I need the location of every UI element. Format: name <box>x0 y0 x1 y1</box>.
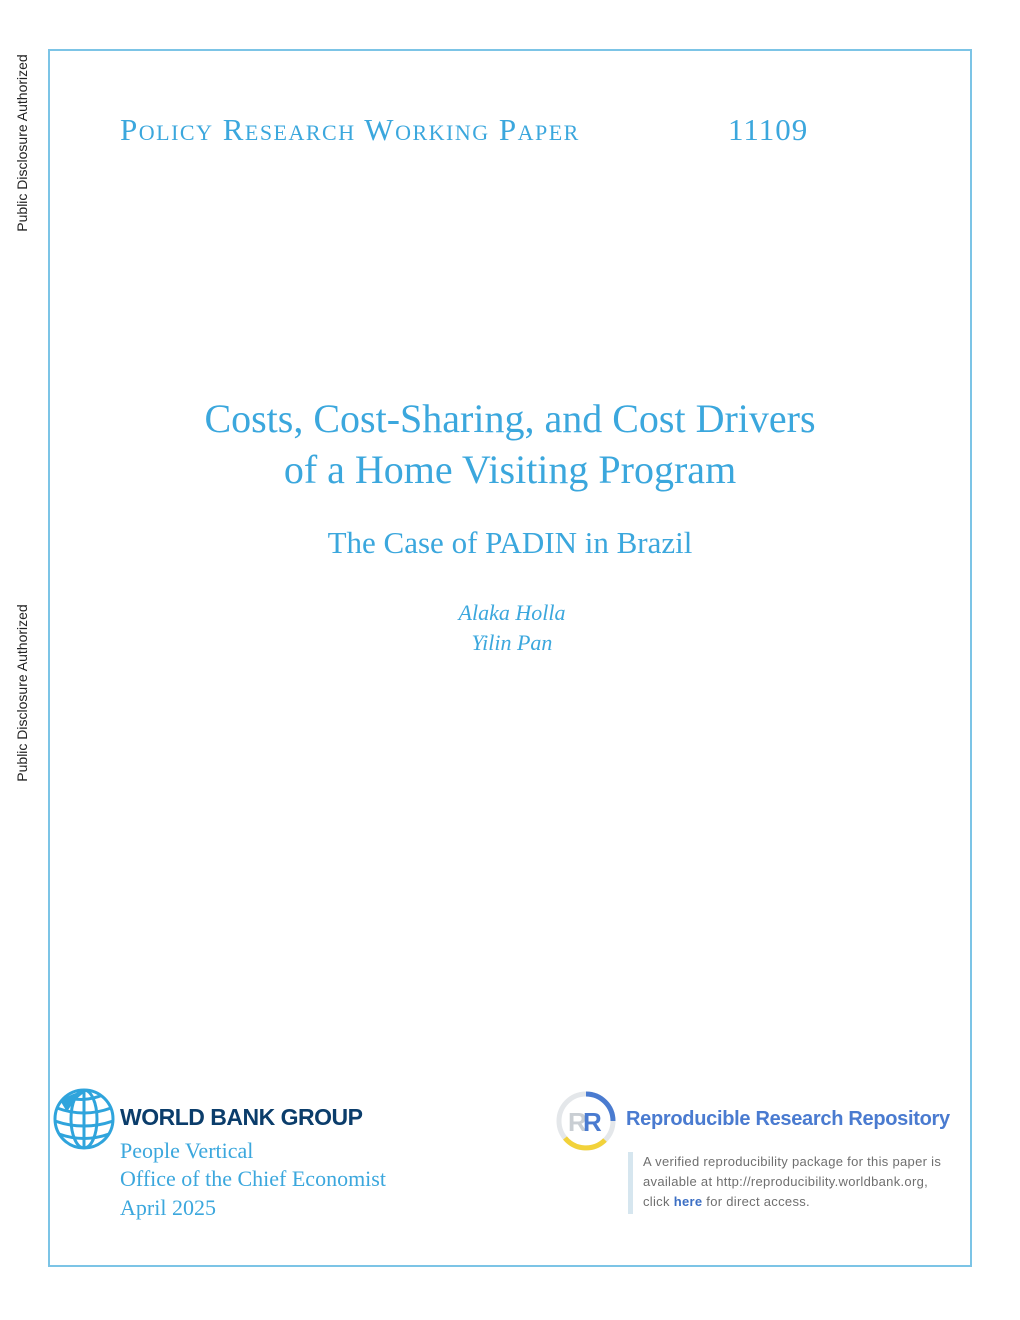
repository-name: Reproducible Research Repository <box>626 1108 950 1130</box>
svg-text:R: R <box>583 1107 602 1137</box>
title-line-2: of a Home Visiting Program <box>283 447 737 492</box>
here-link[interactable]: here <box>673 1194 703 1209</box>
paper-subtitle: The Case of PADIN in Brazil <box>327 525 693 560</box>
note-accent-bar <box>628 1152 633 1214</box>
reproducibility-note <box>643 1152 973 1212</box>
note-line-1: A verified reproducibility package for this paper is <box>643 1154 942 1169</box>
title-line-1: Costs, Cost-Sharing, and Cost Drivers <box>204 396 816 441</box>
paper-number: 11109 <box>728 112 809 147</box>
disclosure-label-top: Public Disclosure Authorized <box>14 54 30 232</box>
series-name: Policy Research Working Paper <box>120 112 580 147</box>
author-1: Alaka Holla <box>458 600 566 625</box>
note-click-text: click <box>643 1194 670 1209</box>
publisher-office: Office of the Chief Economist <box>120 1166 386 1191</box>
publication-date: April 2025 <box>120 1195 216 1220</box>
author-2: Yilin Pan <box>471 630 553 655</box>
paper-title <box>150 393 870 495</box>
cover-frame <box>48 49 972 1267</box>
note-line-3 <box>643 1192 973 1212</box>
note-line-2: available at http://reproducibility.worldbank.org, <box>643 1174 929 1189</box>
svg-text:R: R <box>568 1107 587 1137</box>
world-bank-globe-icon <box>53 1088 115 1150</box>
disclosure-label-bottom: Public Disclosure Authorized <box>14 604 30 782</box>
reproducible-research-logo-icon <box>555 1090 617 1152</box>
world-bank-group-wordmark: WORLD BANK GROUP <box>120 1104 363 1130</box>
note-tail-text: for direct access. <box>706 1194 810 1209</box>
publisher-unit: People Vertical <box>120 1138 254 1163</box>
